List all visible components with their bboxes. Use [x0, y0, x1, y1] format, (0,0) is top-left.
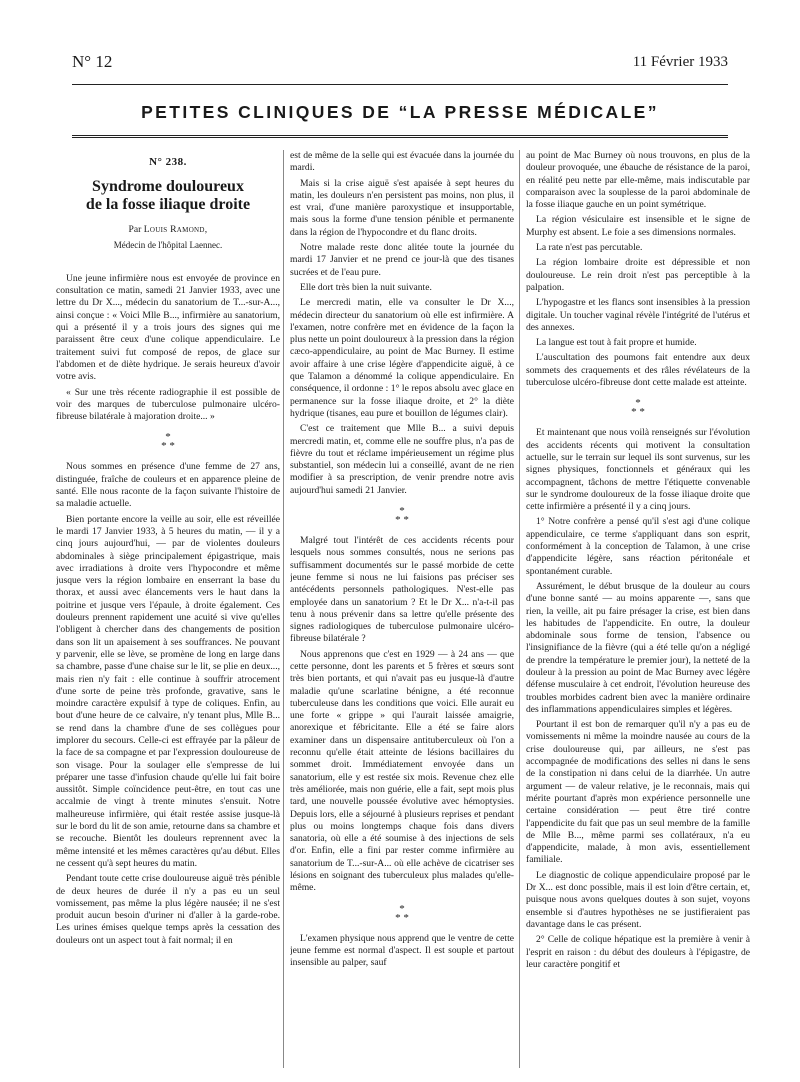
paragraph: L'examen physique nous apprend que le ventre de cette jeune femme est normal d'aspect. Il est souple et partout insensible au palper, sauf: [290, 932, 514, 969]
byline-prefix: Par: [128, 224, 142, 236]
separator-bottom: * *: [395, 514, 409, 527]
paragraph: L'hypogastre et les flancs sont insensibles à la pression digitale. Un toucher vaginal révèle l'intégrité de l'utérus et des annexes.: [526, 297, 750, 333]
paragraph: 2° Celle de colique hépatique est la première à venir à l'esprit en raison : du début des douleurs à l'épigastre, de leur caractère pongitif et: [526, 934, 750, 970]
issue-number: N° 12: [72, 52, 113, 71]
paragraph: La région lombaire droite est dépressible et non douloureuse. Le rein droit n'est pas perceptible à la palpation.: [526, 257, 750, 293]
article-title: [56, 178, 280, 214]
paragraph: L'auscultation des poumons fait entendre aux deux sommets des craquements et des râles révélateurs de la tuberculose ulcéro-fibreuse dont cette malade est atteinte.: [526, 352, 750, 389]
section-separator: [290, 507, 514, 525]
paragraph: Nous sommes en présence d'une femme de 27 ans, distinguée, fraîche de couleurs et en apparence pleine de santé. Elle nous raconte de la façon suivante l'histoire de sa maladie actuelle.: [56, 461, 280, 510]
section-separator: [526, 399, 750, 417]
author-name: Louis Ramond,: [143, 224, 208, 236]
separator-bottom: * *: [395, 911, 409, 924]
paragraph: Assurément, le début brusque de la douleur au cours d'une bonne santé — au moins apparente —, sans que rien, la veille, ait pu faire présager la crise, est bien dans les habitudes de l'appendicite. En outre, la douleur abdominale sous forme de tension, l'absence ou l'insignifiance de la fièvre (qui a été telle qu'on a négligé de prendre la température le premier jour), la netteté de la douleur à la pression au point de Mac Burney avec légère défense musculaire à cet endroit, l'évolution heureuse des troubles morbides cadrent bien avec la manière ordinaire des inflammations appendiculaires simples et légères.: [526, 580, 750, 715]
paragraph: 1° Notre confrère a pensé qu'il s'est agi d'une colique appendiculaire, ce terme s'appliquant dans son esprit, conformément à la conception de Talamon, à une crise d'appendicite légère, sans réaction péritonéale et spontanément curable.: [526, 516, 750, 577]
paragraph: est de même de la selle qui est évacuée dans la journée du mardi.: [290, 150, 514, 174]
paragraph: Mais si la crise aiguë s'est apaisée à sept heures du matin, les douleurs n'en persistent pas moins, non plus, il est vrai, d'une manière paroxystique et insupportable, mais sous la forme d'une tension pénible et permanente dans la région de l'hypocondre et du flanc droits.: [290, 177, 514, 238]
paragraph: La région vésiculaire est insensible et le signe de Murphy est absent. Le foie a ses dimensions normales.: [526, 214, 750, 238]
page-title: PETITES CLINIQUES DE “LA PRESSE MÉDICALE”: [141, 102, 659, 122]
section-separator: [290, 902, 514, 924]
separator-top: *: [399, 505, 405, 518]
paragraph: au point de Mac Burney où nous trouvons, en plus de la douleur provoquée, une ébauche de résistance de la paroi, en réalité peu nette par elle-même, mais indiscutable par comparaison avec la souplesse de la paroi abdominale de la fosse iliaque gauche en un point symétrique.: [526, 150, 750, 211]
paragraph: Malgré tout l'intérêt de ces accidents récents pour lesquels nous sommes consultés, nous ne serions pas suffisamment documentés sur le passé morbide de cette jeune femme si nous ne lui faisions pas préciser ses antécédents personnels pathologiques. N'est-elle pas employée dans un sanatorium ? Et le Dr X... n'a-t-il pas tenu à nous prévenir dans sa lettre qu'elle présente des signes radiologiques de tuberculose pulmonaire ulcéro-fibreuse bilatérale ?: [290, 535, 514, 645]
paragraph: Notre malade reste donc alitée toute la journée du mardi 17 Janvier et ne prend ce jour-là que des tisanes sucrées et de l'eau pure.: [290, 242, 514, 278]
separator-top: *: [635, 397, 641, 410]
article-title-line2: de la fosse iliaque droite: [85, 196, 251, 214]
article-number: N° 238.: [149, 156, 187, 168]
paragraph: Elle dort très bien la nuit suivante.: [300, 281, 432, 293]
column-separator: [283, 150, 284, 1068]
paragraph: La rate n'est pas percutable.: [536, 242, 643, 254]
paragraph: Le diagnostic de colique appendiculaire proposé par le Dr X... est donc possible, mais il est loin d'être certain, et, puisque nous avons quelques doutes à son sujet, voyons ensemble si d'autres hypothèses ne se justifieraient pas davantage dans le cas présent.: [526, 869, 750, 930]
separator-bottom: * *: [631, 406, 645, 419]
page-header: [72, 52, 728, 78]
separator-top: *: [165, 431, 171, 444]
paragraph: Une jeune infirmière nous est envoyée de province en consultation ce matin, samedi 21 Janvier 1933, avec une lettre du Dr X..., médecin du sanatorium de T...-sur-A..., ainsi conçue : « Voici Mlle B..., infirmière au sanatorium, qui a présenté il y a trois jours des signes qui me paraissent être ceux d'une colique appendiculaire. Le traitement suivi fut composé de repos, de glace sur l'abdomen et de diète hydrique. Je serais heureux d'avoir votre avis.: [56, 272, 280, 383]
section-separator: [56, 433, 280, 451]
byline: [56, 224, 280, 236]
column-3: [526, 150, 750, 1068]
author-affiliation: Médecin de l'hôpital Laennec.: [113, 239, 223, 250]
title-rule: [72, 135, 728, 138]
paragraph: Pendant toute cette crise douloureuse aiguë très pénible de deux heures de durée il n'y a pas eu un seul vomissement, pas même la plus légère nausée; il ne s'est produit aucun besoin d'uriner ni d'aller à la garde-robe. Les urines émises quelque temps après la cessation des douleurs ont un aspect tout à fait normal; il en: [56, 873, 280, 946]
paragraph: Le mercredi matin, elle va consulter le Dr X..., médecin directeur du sanatorium où elle est infirmière. A l'examen, notre confrère met en évidence de la façon la plus nette un point douloureux à la pression dans la région cæco-appendiculaire, au point de Mac Burney. Il estime avoir affaire à une crise légère d'appendicite aiguë, à ce que Talamon a dénommé la colique appendiculaire. En conséquence, il ordonne : 1° le repos absolu avec glace en permanence sur la fosse iliaque droite, et 2° la diète hydrique (tisanes, eau pure et bouillon de légumes clair).: [290, 297, 514, 419]
separator-top: *: [399, 902, 405, 915]
paragraph: Nous apprenons que c'est en 1929 — à 24 ans — que cette personne, dont les parents et 5 frères et sœurs sont très bien portants, et qui n'avait pas eu jusque-là d'autre maladie qu'une scarlatine bénigne, a été reconnue tuberculeuse dans les conditions que voici. Elle aurait eu une forte « grippe » qui l'aurait laissée amaigrie, anorexique et fébricitante. Elle a été se faire alors examiner dans un dispensaire antituberculeux où l'on a reconnu qu'elle était atteinte de lésions bacillaires du sommet droit. Immédiatement envoyée dans un sanatorium, elle y est restée six mois. Revenue chez elle très améliorée, mais non guérie, elle a fait, sept mois plus tard, une nouvelle poussée évolutive avec hémoptysies. Depuis lors, elle a séjourné à plusieurs reprises et pendant plus ou moins longtemps chaque fois dans divers sanatoria, où elle a été soumise à des injections de sels d'or. Enfin, elle a fini par rester comme infirmière au sanatorium de T...-sur-A... où elle achève de cicatriser ses lésions en soignant des tuberculeux plus malades qu'elle-même.: [290, 648, 514, 894]
article-title-line1: Syndrome douloureux: [92, 178, 244, 196]
paragraph: Et maintenant que nous voilà renseignés sur l'évolution des accidents récents qui motivent la consultation actuelle, sur le terrain sur lequel ils sont survenus, sur les signes physiques, fonctionnels et généraux qui les accompagnent, tâchons de mettre l'étiquette convenable sur le syndrome douloureux de la fosse iliaque droite que cette infirmière a présenté il y a cinq jours.: [526, 427, 750, 513]
paragraph: La langue est tout à fait propre et humide.: [536, 337, 697, 349]
paragraph: C'est ce traitement que Mlle B... a suivi depuis mercredi matin, et, comme elle ne souffre plus, n'a pas de fièvre du tout et réclame impérieusement un régime plus substantiel, son médecin lui a conseillé, avant de ne rien modifier à sa prescription, de venir prendre notre avis aujourd'hui samedi 21 Janvier.: [290, 423, 514, 496]
paragraph: « Sur une très récente radiographie il est possible de voir des marques de tuberculose pulmonaire ulcéro-fibreuse bilatérale à majoration droite... »: [56, 386, 280, 423]
issue-date: 11 Février 1933: [632, 54, 728, 70]
header-rule: [72, 84, 728, 85]
column-separator: [519, 150, 520, 1068]
column-2: [290, 150, 514, 1068]
separator-bottom: * *: [161, 440, 175, 453]
column-1: [56, 150, 280, 1068]
paragraph: Bien portante encore la veille au soir, elle est réveillée le mardi 17 Janvier 1933, à 5 heures du matin, — il y a cinq jours aujourd'hui, — par de violentes douleurs abdominales à siège principalement épigastrique, mais avec irradiations à droite vers l'hypocondre et même jusque vers la région lombaire en enserrant la base du thorax, et aussi avec élancements vers le haut dans la poitrine et jusque vers l'épaule, à droite également. Ces douleurs prennent rapidement une acuité si vive qu'elles l'obligent à chercher dans des changements de position dans son lit un apaisement à ses souffrances. Ne pouvant y parvenir, elle se lève, se promène de long en large dans sa chambre, passe d'une chaise sur le lit, se plie en deux..., mais rien n'y fait : elle continue à souffrir atrocement d'une sorte de peine très profonde, gravative, sans le moindre caractère expulsif à type de coliques. Enfin, au bout d'une heure de ce calvaire, n'y tenant plus, Mlle B... se rend dans la chambre d'une de ses collègues pour implorer du secours. Celle-ci est effrayée par la pâleur de la face de sa compagne et par l'expression douloureuse de son visage. Pour la soulager elle s'empresse de lui préparer une tasse d'infusion chaude qu'elle lui fait boire aussitôt. Simple coïncidence peut-être, en tout cas une accalmie de vingt à trente minutes s'ensuit. Notre malheureuse infirmière, qui était restée assise jusque-là sur le bord du lit de son amie, retourne dans sa chambre et se recouche. Bientôt les douleurs reprennent avec la même intensité et les mêmes caractères qu'au début. Elles ne cessent qu'à sept heures du matin.: [56, 513, 280, 869]
paragraph: Pourtant il est bon de remarquer qu'il n'y a pas eu de vomissements ni même la moindre nausée au cours de la crise douloureuse qui, par ailleurs, ne s'est pas accompagnée de modifications des selles ni dans le sens de la constipation ni dans celui de la diarrhée. Un autre argument — de valeur relative, je le reconnais, mais qui mérite pourtant d'après mon expérience personnelle une certaine considération — peut être tiré contre l'appendicite du fait que pas un seul membre de la famille de Mlle B..., même parmi ses collatéraux, n'a eu d'appendicite, malade, à mon avis, essentiellement familiale.: [526, 719, 750, 866]
